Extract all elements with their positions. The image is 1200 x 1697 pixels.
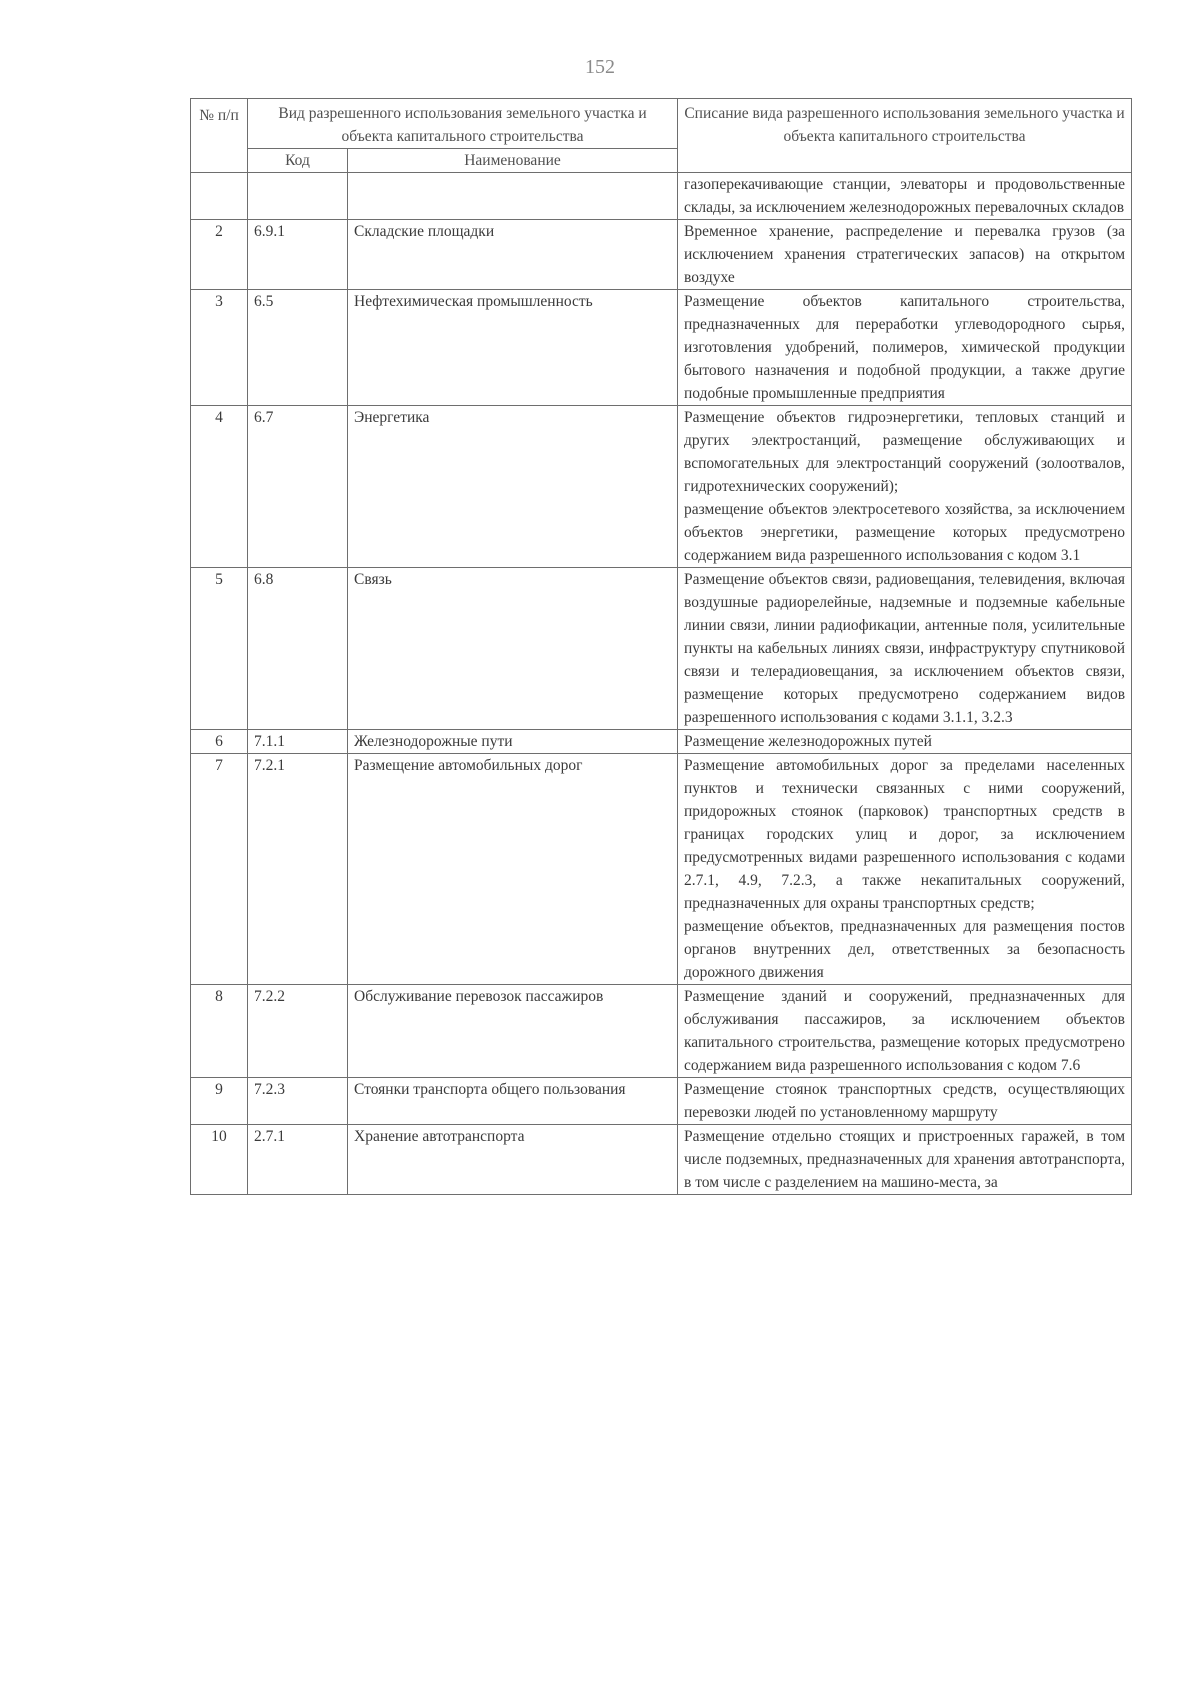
row-number: 8 — [191, 985, 248, 1078]
header-num: № п/п — [191, 99, 248, 173]
row-number: 4 — [191, 406, 248, 568]
table-row — [191, 754, 1132, 985]
row-code — [248, 173, 348, 220]
description-paragraph: Размещение объектов капитального строительства, предназначенных для переработки углеводородного сырья, изготовления удобрений, полимеров, химической продукции бытового назначения и подобной продукции, а также другие подобные промышленные предприятия — [684, 293, 1126, 402]
row-code: 6.8 — [248, 568, 348, 730]
table-row — [191, 1078, 1132, 1125]
row-description — [678, 173, 1132, 220]
row-description — [678, 220, 1132, 290]
description-paragraph: Временное хранение, распределение и перевалка грузов (за исключением хранения стратегических запасов) на открытом воздухе — [684, 223, 1126, 286]
row-name — [348, 173, 678, 220]
table-row — [191, 568, 1132, 730]
row-number: 9 — [191, 1078, 248, 1125]
row-number: 3 — [191, 290, 248, 406]
table-row — [191, 173, 1132, 220]
row-code: 7.2.2 — [248, 985, 348, 1078]
row-code: 6.7 — [248, 406, 348, 568]
row-name: Хранение автотранспорта — [348, 1125, 678, 1195]
row-number: 5 — [191, 568, 248, 730]
row-name: Энергетика — [348, 406, 678, 568]
row-description — [678, 1125, 1132, 1195]
table-row — [191, 730, 1132, 754]
row-number — [191, 173, 248, 220]
description-paragraph: Размещение объектов связи, радиовещания, телевидения, включая воздушные радиорелейные, надземные и подземные кабельные линии связи, линии радиофикации, антенные поля, усилительные пункты на кабельных линиях связи, инфраструктуру спутниковой связи и телерадиовещания, за исключением объектов связи, размещение которых предусмотрено содержанием видов разрешенного использования с кодами 3.1.1, 3.2.3 — [684, 571, 1126, 726]
row-code: 6.5 — [248, 290, 348, 406]
row-description — [678, 985, 1132, 1078]
table-row — [191, 1125, 1132, 1195]
row-name: Складские площадки — [348, 220, 678, 290]
table-row — [191, 220, 1132, 290]
row-number: 10 — [191, 1125, 248, 1195]
table-header — [191, 99, 1132, 173]
header-name: Наименование — [348, 149, 678, 173]
row-description — [678, 754, 1132, 985]
row-description — [678, 290, 1132, 406]
table-body — [191, 173, 1132, 1195]
row-name: Стоянки транспорта общего пользования — [348, 1078, 678, 1125]
header-description: Списание вида разрешенного использования земельного участка и объекта капитального строительства — [678, 99, 1132, 173]
page-number: 152 — [585, 56, 615, 78]
land-use-table — [190, 98, 1132, 1195]
row-number: 2 — [191, 220, 248, 290]
description-paragraph: Размещение автомобильных дорог за пределами населенных пунктов и технически связанных с ними сооружений, придорожных стоянок (парковок) транспортных средств в границах городских улиц и дорог, за исключением предусмотренных видами разрешенного использования с кодами 2.7.1, 4.9, 7.2.3, а также некапитальных сооружений, предназначенных для охраны транспортных средств; — [684, 757, 1126, 912]
row-number: 7 — [191, 754, 248, 985]
row-code: 2.7.1 — [248, 1125, 348, 1195]
row-name: Размещение автомобильных дорог — [348, 754, 678, 985]
row-description — [678, 730, 1132, 754]
row-name: Связь — [348, 568, 678, 730]
header-code: Код — [248, 149, 348, 173]
row-description — [678, 406, 1132, 568]
description-paragraph: газоперекачивающие станции, элеваторы и продовольственные склады, за исключением железнодорожных перевалочных складов — [684, 176, 1126, 216]
row-description — [678, 1078, 1132, 1125]
header-group: Вид разрешенного использования земельного участка и объекта капитального строительства — [248, 99, 678, 149]
description-paragraph: Размещение объектов гидроэнергетики, тепловых станций и других электростанций, размещение обслуживающих и вспомогательных для электростанций сооружений (золоотвалов, гидротехнических сооружений); — [684, 409, 1126, 495]
row-name: Нефтехимическая промышленность — [348, 290, 678, 406]
row-code: 7.2.1 — [248, 754, 348, 985]
row-code: 6.9.1 — [248, 220, 348, 290]
description-paragraph: Размещение железнодорожных путей — [684, 733, 932, 750]
table-row — [191, 290, 1132, 406]
description-paragraph: Размещение отдельно стоящих и пристроенных гаражей, в том числе подземных, предназначенных для хранения автотранспорта, в том числе с разделением на машино-места, за — [684, 1128, 1126, 1191]
description-paragraph: размещение объектов электросетевого хозяйства, за исключением объектов энергетики, размещение которых предусмотрено содержанием вида разрешенного использования с кодом 3.1 — [684, 501, 1126, 564]
row-name: Обслуживание перевозок пассажиров — [348, 985, 678, 1078]
table-row — [191, 406, 1132, 568]
description-paragraph: Размещение стоянок транспортных средств, осуществляющих перевозки людей по установленному маршруту — [684, 1081, 1126, 1121]
table-row — [191, 985, 1132, 1078]
row-number: 6 — [191, 730, 248, 754]
row-code: 7.2.3 — [248, 1078, 348, 1125]
row-name: Железнодорожные пути — [348, 730, 678, 754]
description-paragraph: размещение объектов, предназначенных для размещения постов органов внутренних дел, ответственных за безопасность дорожного движения — [684, 918, 1126, 981]
description-paragraph: Размещение зданий и сооружений, предназначенных для обслуживания пассажиров, за исключением объектов капитального строительства, размещение которых предусмотрено содержанием вида разрешенного использования с кодом 7.6 — [684, 988, 1126, 1074]
row-description — [678, 568, 1132, 730]
row-code: 7.1.1 — [248, 730, 348, 754]
